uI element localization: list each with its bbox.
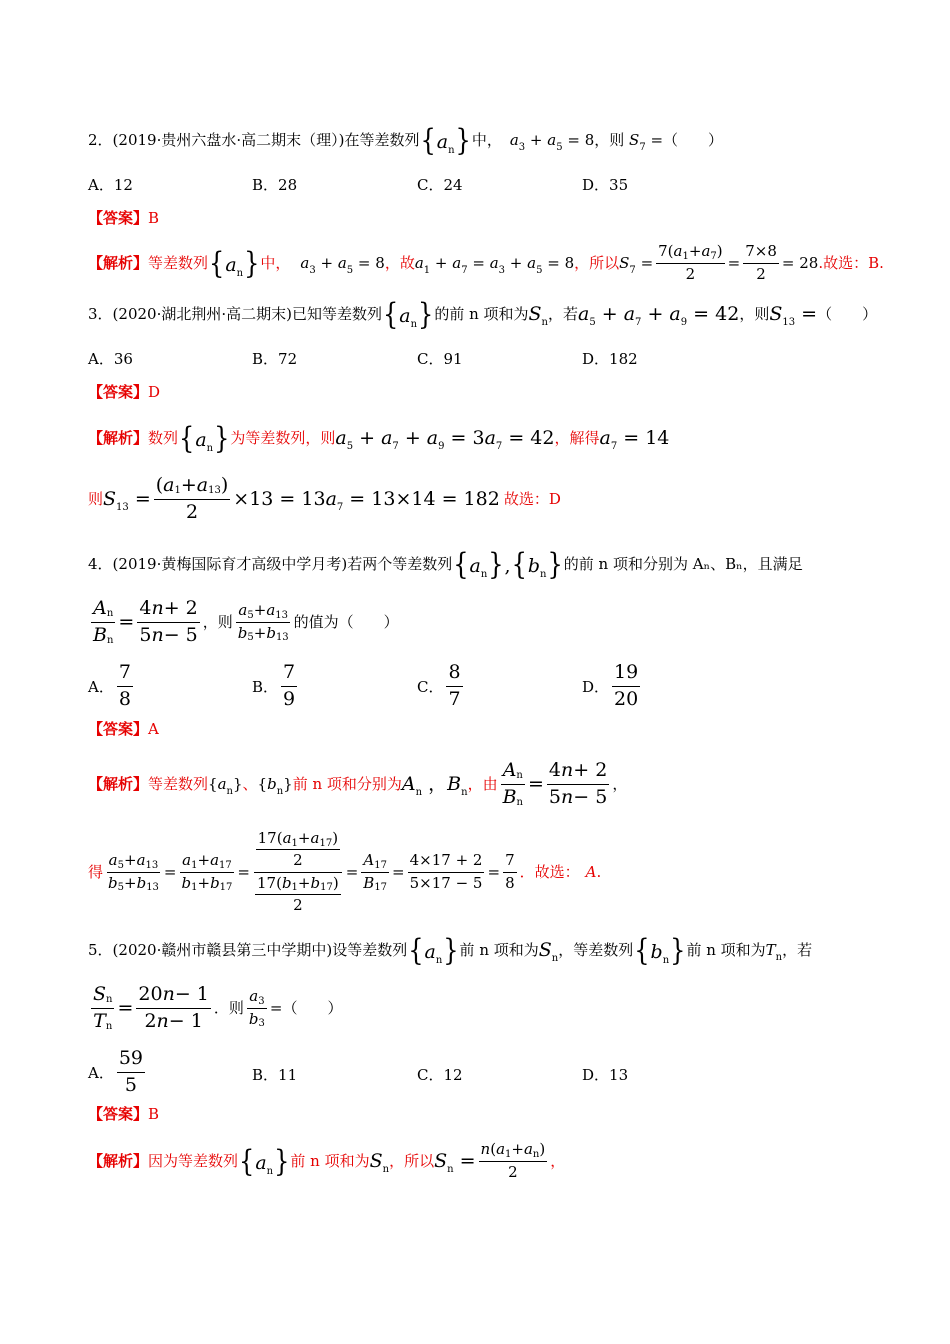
q4-stem-line2: A n B n = 4 n + 2 5 n − 5 ，则 a 5 + a 13 b 5 + b 13 的值为（ ） <box>93 596 399 646</box>
q2-analysis-label: 【解析】 <box>88 253 149 272</box>
q4-analysis: 【解析】 等差数列 $\{a_n\}$ 、 $\{b_n\}$ 前 n 项和分别为 $A_n$ ，$B_n$ ，由 A n B n = 4 n + 2 5 n − 5 ， <box>88 758 628 808</box>
q2-analysis: 【解析】 等差数列 $\{a_n\}$ 中， $a_3 + a_5 = 8$ ，故 $a_1 + a_7 = a_3 + a_5 = 8$ ，所以 $S_7$ = 7( a 1 + a 7 ) 2 = $\frac{7\times 8}{2}$ = 28 .故选：B. <box>88 242 884 283</box>
q3-analysis-line2: 则 $S_{13}$ = ( a 1 + a 13 ) 2 $\times 13 = 13a_7 = 13\times 14 = 182$ 故选：D <box>88 473 561 523</box>
q5-option-b: B．11 <box>252 1066 298 1084</box>
q5-analysis: 【解析】 因为等差数列 $\{a_n\}$ 前 n 项和为 $S_n$ ，所以 $S_n$ = n ( a 1 + a n ) 2 ， <box>88 1140 566 1181</box>
q5-stem: 5．(2020·赣州市赣县第三中学期中)设等差数列 $\{a_n\}$ 前 n 项和为 $S_n$ ，等差数列 $\{b_n\}$ 前 n 项和为 $T_n$ ，若 <box>88 932 813 968</box>
q5-option-d: D．13 <box>582 1066 629 1084</box>
q5-answer-value: B <box>148 1105 160 1123</box>
q5-option-a: A． $\frac{59}{5}$ <box>88 1046 144 1096</box>
q4-option-a: A． $\frac{7}{8}$ <box>88 660 131 710</box>
q3-option-d: D．182 <box>582 350 638 368</box>
q2-analysis-text1: 等差数列 <box>148 253 209 272</box>
q4-answer-value: A <box>148 720 159 738</box>
q2-analysis-end: .故选：B. <box>818 253 884 272</box>
q3-answer: 【答案】 D <box>88 383 161 401</box>
q3-stem: 3．(2020·湖北荆州·高二期末)已知等差数列 $\{a_n\}$ 的前 n 项和为 $S_n$ ，若 $a_5 + a_7 + a_9 = 42$ ，则 $S_{13}$ = （ ） <box>88 296 878 332</box>
q4-option-d: D． $\frac{19}{20}$ <box>582 660 639 710</box>
q4-analysis-line2: 得 a 5 + a 13 b 5 + b 13 = a 1 + a 17 b 1 + b 17 = 17( a 1 + a 17 ) 2 17( b 1 + b 17 ) 2 = A 17 B 17 = $\frac{4\times 17 + 2}{5\times 17 - 5}$ = $\frac{7}{8}$ ．故选： A . <box>88 829 602 914</box>
q3-option-a: A．36 <box>88 350 133 368</box>
q4-answer: 【答案】 A <box>88 720 159 738</box>
q2-option-d: D．35 <box>582 176 629 194</box>
q3-answer-value: D <box>148 383 161 401</box>
q3-stem-prefix: 3．(2020·湖北荆州·高二期末)已知等差数列 <box>88 304 382 323</box>
q3-analysis: 【解析】 数列 $\{a_n\}$ 为等差数列，则 $a_5 + a_7 + a_9 = 3a_7 = 42$ ，解得 $a_7 = 14$ <box>88 420 670 456</box>
q4-option-b: B． $\frac{7}{9}$ <box>252 660 296 710</box>
q2-option-a: A．12 <box>88 176 133 194</box>
q3-option-c: C．91 <box>417 350 463 368</box>
q5-stem-line2: S n T n = 20 n − 1 2 n − 1 ．则 a 3 b 3 = （ ） <box>93 982 343 1032</box>
q2-answer <box>88 211 890 226</box>
q2-condition: $a_3 + a_5 = 8$ <box>509 130 595 153</box>
q2-option-b: B．28 <box>252 176 298 194</box>
q2-stem-mid: 中， <box>471 130 502 149</box>
q2-stem-prefix: 2．(2019·贵州六盘水·高二期末（理）)在等差数列 <box>88 130 420 149</box>
q2-stem <box>88 122 890 158</box>
q2-answer-label: 【答案】 <box>88 209 149 227</box>
q2-option-c: C．24 <box>417 176 463 194</box>
q3-option-b: B．72 <box>252 350 298 368</box>
q4-option-c: C． $\frac{8}{7}$ <box>417 660 461 710</box>
q5-answer: 【答案】 B <box>88 1105 160 1123</box>
q5-option-c: C．12 <box>417 1066 463 1084</box>
q2-seq-an: $\{a_n\}$ <box>420 122 471 158</box>
q4-stem: 4．(2019·黄梅国际育才高级中学月考)若两个等差数列 $\{a_n\},\{b_n\}$ 的前 n 项和分别为 Aₙ、Bₙ，且满足 <box>88 546 803 582</box>
q2-answer-value: B <box>148 209 160 227</box>
q2-stem-suffix: ，则 $S_7$ =（ ） <box>594 130 724 153</box>
